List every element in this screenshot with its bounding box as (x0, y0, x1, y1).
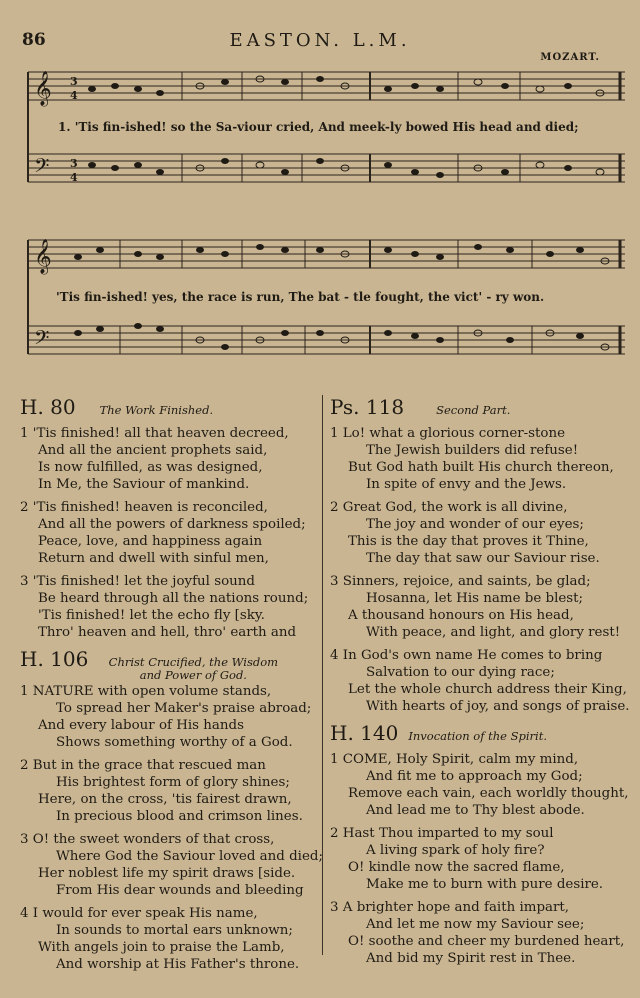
tune-title: EASTON. L.M. (229, 30, 411, 51)
verse-line: In spite of envy and the Jews. (366, 477, 567, 492)
verse-line: And every labour of His hands (38, 718, 244, 733)
svg-text:4: 4 (70, 171, 78, 184)
verse-line: 2 Hast Thou imparted to my soul (330, 826, 554, 841)
verse (20, 683, 320, 751)
svg-text:4: 4 (70, 89, 78, 102)
verse-line: 1 'Tis finished! all that heaven decreed, (20, 426, 289, 441)
verse-line: Remove each vain, each worldly thought, (348, 786, 629, 801)
verse-line: In precious blood and crimson lines. (56, 809, 303, 824)
verse-line: And let me now my Saviour see; (366, 917, 585, 932)
svg-text:3: 3 (70, 157, 78, 170)
verse (330, 825, 630, 893)
verse-line: To spread her Maker's praise abroad; (56, 701, 312, 716)
verse-line: With angels join to praise the Lamb, (38, 940, 285, 955)
music-system-2 (20, 228, 630, 363)
verse-line: 1 Lo! what a glorious corner-stone (330, 426, 566, 441)
svg-text:3: 3 (70, 75, 78, 88)
column-divider (322, 395, 323, 955)
verse-line: 3 'Tis finished! let the joyful sound (20, 574, 255, 589)
verse-line: From His dear wounds and bleeding (56, 883, 304, 898)
verse-line: Here, on the cross, 'tis fairest drawn, (38, 792, 292, 807)
svg-text:𝄞: 𝄞 (34, 71, 52, 106)
verse-line: Salvation to our dying race; (366, 665, 555, 680)
page-header (0, 30, 640, 54)
verse (20, 499, 320, 567)
verse-line: Hosanna, let His name be blest; (366, 591, 584, 606)
hymn-number: Ps. 118 (330, 395, 405, 419)
verse-line: And all the powers of darkness spoiled; (38, 517, 306, 532)
verse-line: O! soothe and cheer my burdened heart, (348, 934, 625, 949)
hymn-h106 (20, 647, 323, 973)
verse (330, 751, 630, 819)
verse-line: And all the ancient prophets said, (38, 443, 268, 458)
left-column (20, 395, 323, 979)
verse (20, 831, 323, 899)
verse-line: Shows something worthy of a God. (56, 735, 293, 750)
verse-line: O! kindle now the sacred flame, (348, 860, 565, 875)
hymn-h140 (330, 721, 630, 967)
hymn-title: Invocation of the Spirit. (408, 729, 547, 743)
verse-line: A living spark of holy fire? (366, 843, 545, 858)
verse-line: 1 COME, Holy Spirit, calm my mind, (330, 752, 579, 767)
hymn-number: H. 140 (330, 721, 399, 745)
hymn-number: H. 80 (20, 395, 76, 419)
music-system-1 (20, 62, 630, 192)
hymn-title: Second Part. (436, 403, 511, 417)
lyric-line-1: 1. 'Tis fin-ished! so the Sa-viour cried, And meek-ly bowed His head and died; (58, 120, 579, 134)
verse (20, 425, 320, 493)
verse-line: In sounds to mortal ears unknown; (56, 923, 293, 938)
verse-line: The day that saw our Saviour rise. (366, 551, 600, 566)
verse-line: 2 'Tis finished! heaven is reconciled, (20, 500, 268, 515)
verse-line: And bid my Spirit rest in Thee. (366, 951, 576, 966)
hymn-ps118 (330, 395, 630, 715)
verse-line: Peace, love, and happiness again (38, 534, 263, 549)
verse-line: Make me to burn with pure desire. (366, 877, 604, 892)
verse-line: 2 Great God, the work is all divine, (330, 500, 568, 515)
svg-text:𝄢: 𝄢 (34, 154, 50, 182)
verse-line: And fit me to approach my God; (366, 769, 583, 784)
hymn-h80 (20, 395, 320, 641)
verse-line: With peace, and light, and glory rest! (366, 625, 621, 640)
verse-line: 'Tis finished! let the echo fly [sky. (38, 608, 265, 623)
svg-text:𝄞: 𝄞 (34, 239, 52, 274)
verse-line: 3 A brighter hope and faith impart, (330, 900, 570, 915)
verse-line: Her noblest life my spirit draws [side. (38, 866, 296, 881)
right-column (330, 395, 630, 973)
verse-line: 4 In God's own name He comes to bring (330, 648, 603, 663)
verse (330, 573, 630, 641)
verse-line: Let the whole church address their King, (348, 682, 627, 697)
verse (330, 425, 630, 493)
verse (330, 647, 630, 715)
verse-line: This is the day that proves it Thine, (348, 534, 589, 549)
verse (20, 573, 320, 641)
svg-text:𝄢: 𝄢 (34, 326, 50, 354)
verse-line: Is now fulfilled, as was designed, (38, 460, 263, 475)
verse (330, 899, 630, 967)
verse (20, 757, 320, 825)
verse-line: But God hath built His church thereon, (348, 460, 614, 475)
verse-line: 3 O! the sweet wonders of that cross, (20, 832, 275, 847)
verse-line: With hearts of joy, and songs of praise. (366, 699, 630, 714)
hymn-number: H. 106 (20, 647, 89, 671)
verse (20, 905, 320, 973)
verse-line: Thro' heaven and hell, thro' earth and (38, 625, 297, 640)
page-number: 86 (22, 30, 46, 50)
verse-line: 2 But in the grace that rescued man (20, 758, 266, 773)
verse-line: Be heard through all the nations round; (38, 591, 309, 606)
composer: MOZART. (540, 52, 600, 63)
hymn-title: Christ Crucified, the Wisdom and Power of God. (108, 655, 279, 682)
verse-line: The joy and wonder of our eyes; (366, 517, 584, 532)
verse-line: 1 NATURE with open volume stands, (20, 684, 272, 699)
verse-line: 4 I would for ever speak His name, (20, 906, 258, 921)
verse-line: 3 Sinners, rejoice, and saints, be glad; (330, 574, 591, 589)
verse-line: Where God the Saviour loved and died; (56, 849, 323, 864)
hymn-title: The Work Finished. (99, 403, 214, 417)
verse-line: Return and dwell with sinful men, (38, 551, 269, 566)
verse-line: And worship at His Father's throne. (56, 957, 300, 972)
verse-line: And lead me to Thy blest abode. (366, 803, 585, 818)
lyric-line-2: 'Tis fin-ished! yes, the race is run, The bat - tle fought, the vict' - ry won. (56, 290, 545, 304)
verse-line: A thousand honours on His head, (348, 608, 574, 623)
verse-line: In Me, the Saviour of mankind. (38, 477, 250, 492)
verse-line: His brightest form of glory shines; (56, 775, 290, 790)
verse (330, 499, 630, 567)
verse-line: The Jewish builders did refuse! (366, 443, 579, 458)
